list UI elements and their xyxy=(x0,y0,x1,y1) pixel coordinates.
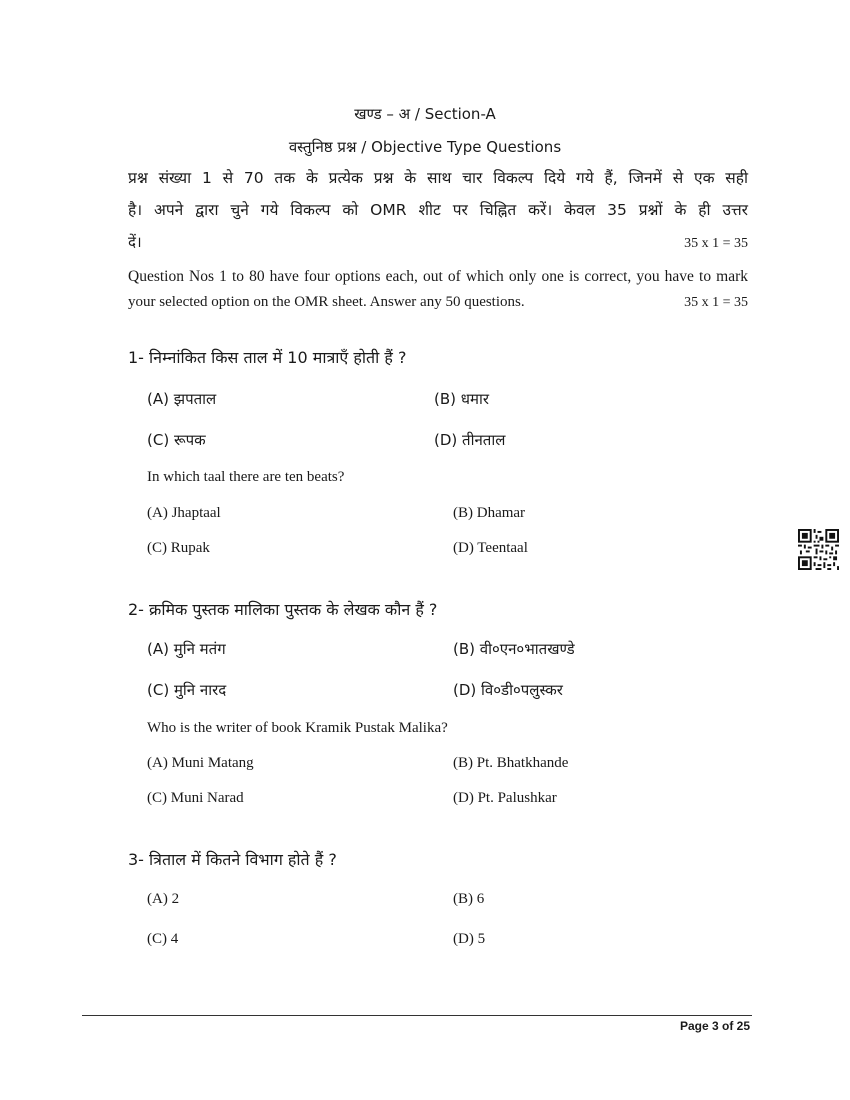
instruction-english-line-1: Question Nos 1 to 80 have four options each, out of which only one is correct, you have to mark xyxy=(128,268,748,285)
q1-hindi-option-a: (A) झपताल xyxy=(147,390,217,408)
question-2-hindi: 2- क्रमिक पुस्तक मालिका पुस्तक के लेखक कौन हैं ? xyxy=(128,600,438,619)
marks-english: 35 x 1 = 35 xyxy=(684,295,748,310)
instruction-hindi-line-1: प्रश्न संख्या 1 से 70 तक के प्रत्येक प्रश्न के साथ चार विकल्प दिये गये हैं, जिनमें से एक सही xyxy=(128,169,748,187)
instruction-english-line-2: your selected option on the OMR sheet. Answer any 50 questions. xyxy=(128,294,525,310)
instruction-hindi-line-3: दें। xyxy=(128,233,142,251)
section-heading: खण्ड – अ / Section-A xyxy=(354,105,496,123)
q2-english-option-c: (C) Muni Narad xyxy=(147,790,244,806)
q1-english-option-b: (B) Dhamar xyxy=(453,505,526,521)
q1-hindi-option-c: (C) रूपक xyxy=(147,431,206,449)
footer-divider xyxy=(82,1015,752,1016)
page-number: Page 3 of 25 xyxy=(679,1019,750,1033)
question-1-english: In which taal there are ten beats? xyxy=(147,469,345,485)
q1-english-option-c: (C) Rupak xyxy=(147,540,210,556)
q1-hindi-option-d: (D) तीनताल xyxy=(434,431,506,449)
question-1-hindi: 1- निम्नांकित किस ताल में 10 मात्राएँ होती हैं ? xyxy=(128,348,407,367)
instruction-hindi-line-2: है। अपने द्वारा चुने गये विकल्प को OMR शीट पर चिह्नित करें। केवल 35 प्रश्नों के ही उत्तर xyxy=(128,201,748,219)
question-3-hindi: 3- त्रिताल में कितने विभाग होते हैं ? xyxy=(128,850,337,869)
q2-hindi-option-d: (D) वि०डी०पलुस्कर xyxy=(453,681,563,699)
q1-hindi-option-b: (B) धमार xyxy=(434,390,489,408)
q1-english-option-d: (D) Teentaal xyxy=(453,540,528,556)
question-2-english: Who is the writer of book Kramik Pustak Malika? xyxy=(147,720,448,736)
q3-option-a: (A) 2 xyxy=(147,891,180,907)
q2-hindi-option-c: (C) मुनि नारद xyxy=(147,681,227,699)
q1-english-option-a: (A) Jhaptaal xyxy=(147,505,221,521)
q2-english-option-a: (A) Muni Matang xyxy=(147,755,254,771)
q3-option-d: (D) 5 xyxy=(453,931,486,947)
qr-code-icon xyxy=(798,529,839,570)
q3-option-b: (B) 6 xyxy=(453,891,485,907)
q2-english-option-b: (B) Pt. Bhatkhande xyxy=(453,755,569,771)
q2-hindi-option-a: (A) मुनि मतंग xyxy=(147,640,226,658)
q2-english-option-d: (D) Pt. Palushkar xyxy=(453,790,557,806)
q3-option-c: (C) 4 xyxy=(147,931,179,947)
marks-hindi: 35 x 1 = 35 xyxy=(684,236,748,251)
subsection-heading: वस्तुनिष्ठ प्रश्न / Objective Type Questions xyxy=(288,138,562,156)
q2-hindi-option-b: (B) वी०एन०भातखण्डे xyxy=(453,640,575,658)
